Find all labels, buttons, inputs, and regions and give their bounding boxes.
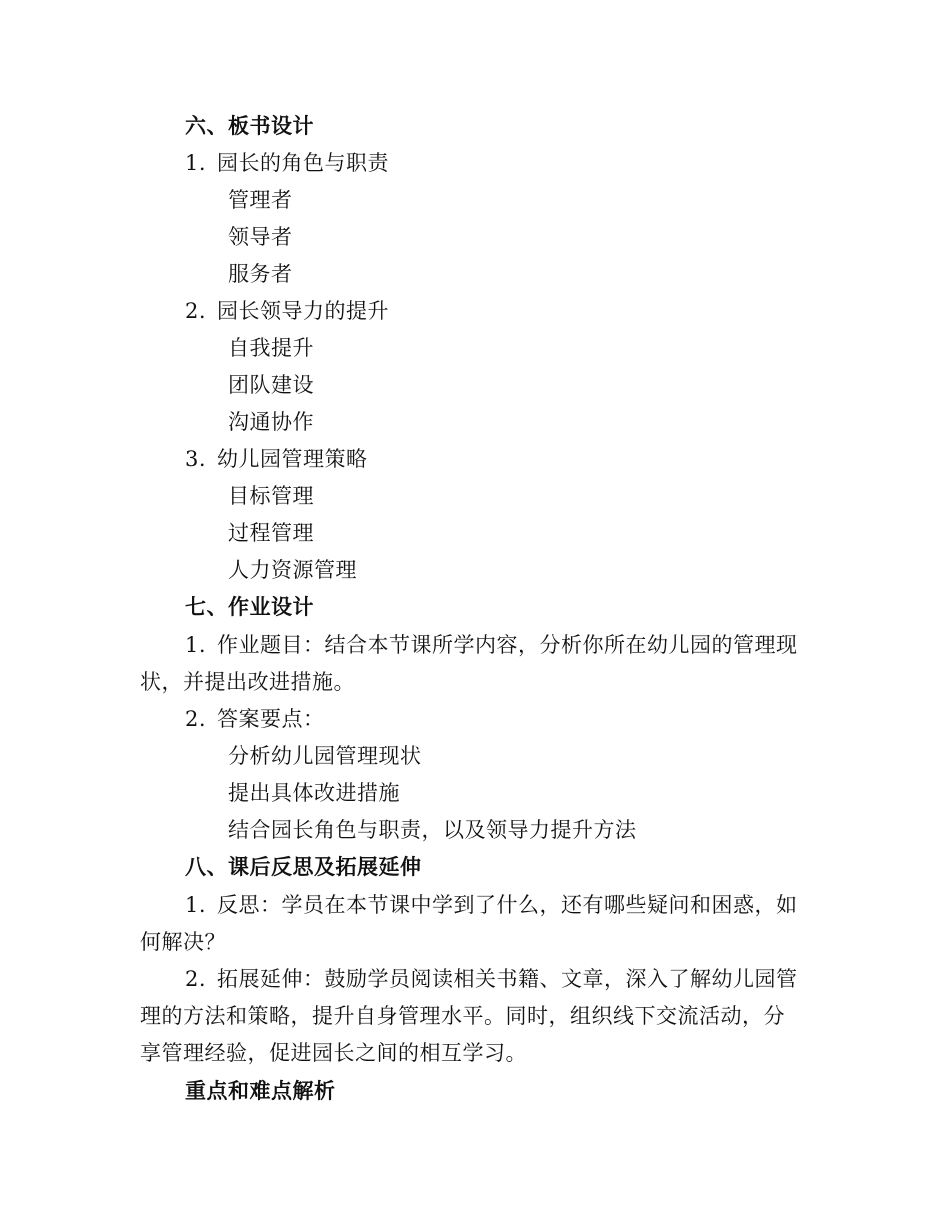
- paragraph-continuation: 享管理经验，促进园长之间的相互学习。: [140, 1041, 527, 1065]
- sub-item: 结合园长角色与职责，以及领导力提升方法: [228, 818, 637, 842]
- paragraph-line: [185, 892, 798, 918]
- paragraph-text: 作业题目：结合本节课所学内容，分析你所在幼儿园的管理现: [217, 633, 798, 657]
- list-item: [185, 150, 389, 176]
- item-number: 2.: [185, 967, 207, 991]
- paragraph-continuation: 理的方法和策略，提升自身管理水平。同时，组织线下交流活动，分: [140, 1004, 785, 1028]
- sub-item: 沟通协作: [228, 410, 314, 434]
- item-text: 园长领导力的提升: [217, 299, 389, 323]
- item-text: 幼儿园管理策略: [217, 447, 368, 471]
- section-heading-key-points: 重点和难点解析: [185, 1078, 336, 1103]
- section-heading-reflection-extension: 八、课后反思及拓展延伸: [185, 854, 422, 879]
- paragraph-line: [185, 966, 798, 992]
- sub-item: 人力资源管理: [228, 558, 357, 582]
- sub-item: 过程管理: [228, 521, 314, 545]
- item-text: 园长的角色与职责: [217, 151, 389, 175]
- paragraph-continuation: 状，并提出改进措施。: [140, 670, 355, 694]
- paragraph-line: [185, 632, 798, 658]
- item-number: 1.: [185, 151, 207, 175]
- item-number: 1.: [185, 893, 207, 917]
- item-number: 3.: [185, 447, 207, 471]
- item-text: 答案要点：: [217, 707, 325, 731]
- sub-item: 自我提升: [228, 336, 314, 360]
- item-number: 2.: [185, 299, 207, 323]
- section-heading-board-design: 六、板书设计: [185, 113, 314, 138]
- paragraph-continuation: 何解决？: [140, 930, 226, 954]
- list-item: [185, 706, 325, 732]
- paragraph-text: 拓展延伸：鼓励学员阅读相关书籍、文章，深入了解幼儿园管: [217, 967, 798, 991]
- sub-item: 目标管理: [228, 484, 314, 508]
- item-number: 2.: [185, 707, 207, 731]
- sub-item: 领导者: [228, 225, 293, 249]
- list-item: [185, 446, 368, 472]
- sub-item: 服务者: [228, 262, 293, 286]
- item-number: 1.: [185, 633, 207, 657]
- sub-item: 管理者: [228, 188, 293, 212]
- section-heading-homework-design: 七、作业设计: [185, 594, 314, 619]
- sub-item: 分析幼儿园管理现状: [228, 744, 422, 768]
- sub-item: 提出具体改进措施: [228, 781, 400, 805]
- list-item: [185, 298, 389, 324]
- paragraph-text: 反思：学员在本节课中学到了什么，还有哪些疑问和困惑，如: [217, 893, 798, 917]
- sub-item: 团队建设: [228, 373, 314, 397]
